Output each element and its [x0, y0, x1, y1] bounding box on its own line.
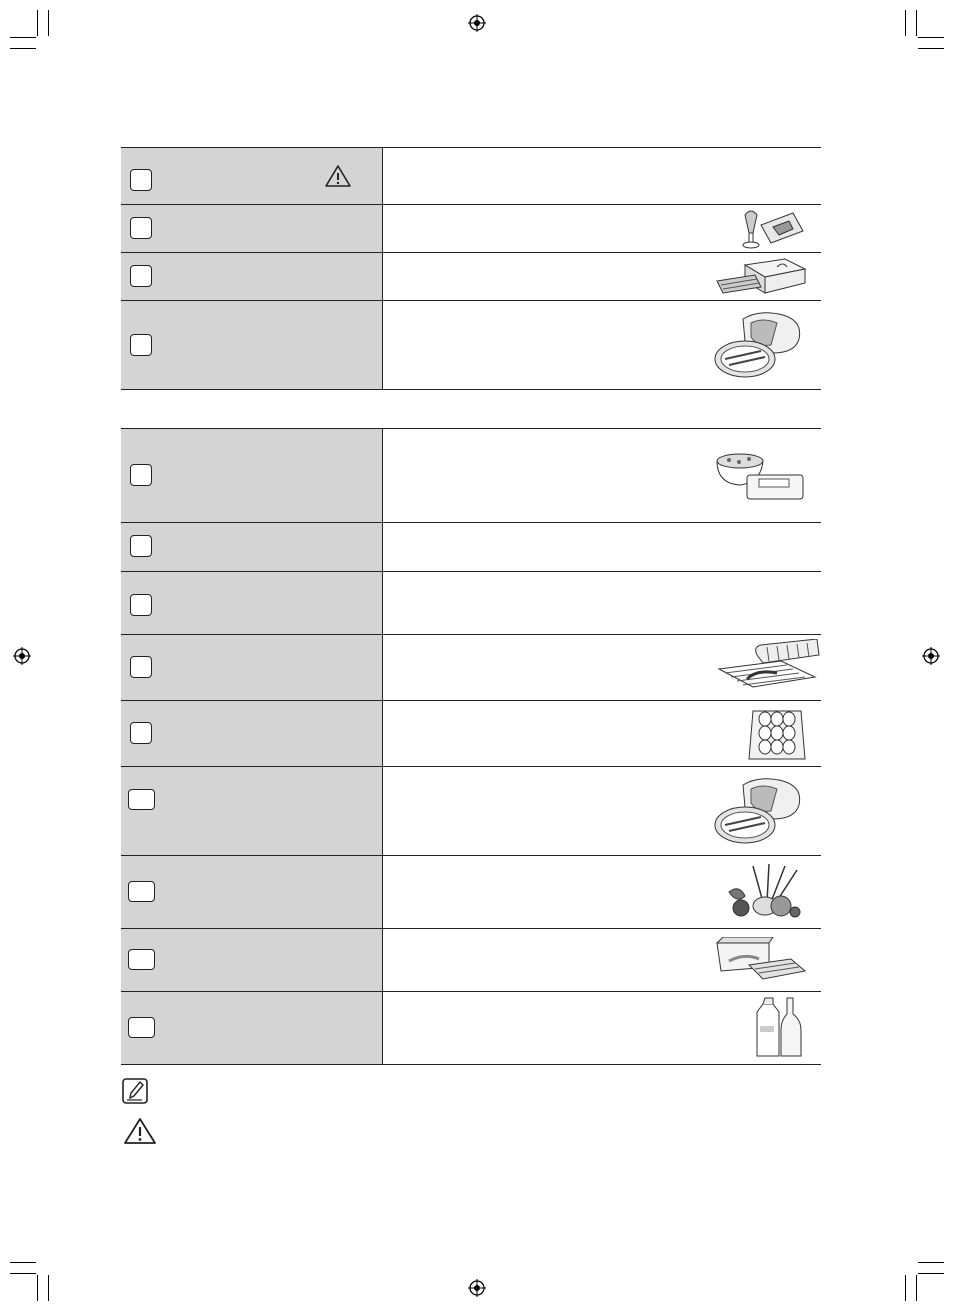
item-description-cell — [383, 148, 822, 205]
table-row — [121, 523, 821, 572]
table-row — [121, 429, 821, 523]
wire-shelf-rack-icon — [717, 639, 821, 697]
item-label-cell — [121, 856, 383, 929]
vegetables-icon — [723, 862, 803, 922]
note-pencil-icon — [122, 1078, 148, 1104]
number-box — [130, 535, 152, 557]
item-label-cell — [121, 429, 383, 523]
number-box — [130, 656, 152, 678]
table-row — [121, 572, 821, 635]
number-box — [128, 789, 155, 810]
item-label-cell — [121, 301, 383, 390]
item-description-cell — [383, 635, 822, 701]
item-label-cell — [121, 701, 383, 767]
item-label-cell — [121, 992, 383, 1065]
item-description-cell — [383, 992, 822, 1065]
registration-mark-icon — [922, 647, 940, 665]
registration-mark-icon — [468, 1279, 486, 1297]
item-description-cell — [383, 856, 822, 929]
number-box — [130, 722, 152, 744]
ice-cream-and-frozen-food-icon — [739, 207, 807, 251]
item-description-cell — [383, 929, 822, 992]
number-box — [130, 334, 152, 356]
wrapped-meat-and-fish-icon — [711, 775, 807, 847]
table-row — [121, 635, 821, 701]
salad-bowl-and-container-icon — [715, 449, 807, 505]
registration-mark-icon — [13, 647, 31, 665]
item-description-cell — [383, 701, 822, 767]
item-label-cell — [121, 572, 383, 635]
item-label-cell — [121, 929, 383, 992]
table-row — [121, 301, 821, 390]
table-row — [121, 992, 821, 1065]
frozen-pizza-box-icon — [715, 255, 807, 299]
item-description-cell — [383, 253, 822, 301]
item-description-cell — [383, 523, 822, 572]
registration-mark-icon — [468, 14, 486, 32]
wrapped-meat-and-fish-icon — [711, 309, 807, 381]
butter-and-cheese-icon — [715, 937, 807, 985]
number-box — [128, 949, 155, 970]
table-row — [121, 148, 821, 205]
item-label-cell — [121, 635, 383, 701]
item-label-cell — [121, 205, 383, 253]
table-row — [121, 929, 821, 992]
item-description-cell — [383, 429, 822, 523]
item-label-cell — [121, 148, 383, 205]
milk-and-bottle-icon — [753, 996, 805, 1058]
table-row — [121, 767, 821, 856]
number-box — [128, 1017, 155, 1038]
item-description-cell — [383, 205, 822, 253]
item-description-cell — [383, 572, 822, 635]
table-row — [121, 205, 821, 253]
egg-tray-icon — [747, 707, 807, 763]
item-description-cell — [383, 301, 822, 390]
fridge-table — [121, 428, 821, 1065]
item-description-cell — [383, 767, 822, 856]
item-label-cell — [121, 253, 383, 301]
number-box — [130, 464, 152, 486]
number-box — [130, 169, 152, 191]
number-box — [130, 217, 152, 239]
table-row — [121, 856, 821, 929]
table-row — [121, 253, 821, 301]
item-label-cell — [121, 767, 383, 856]
number-box — [130, 594, 152, 616]
table-row — [121, 701, 821, 767]
item-label-cell — [121, 523, 383, 572]
number-box — [128, 881, 155, 902]
warning-triangle-icon — [123, 1117, 157, 1145]
number-box — [130, 265, 152, 287]
warning-triangle-icon — [324, 164, 352, 188]
freezer-table — [121, 147, 821, 390]
